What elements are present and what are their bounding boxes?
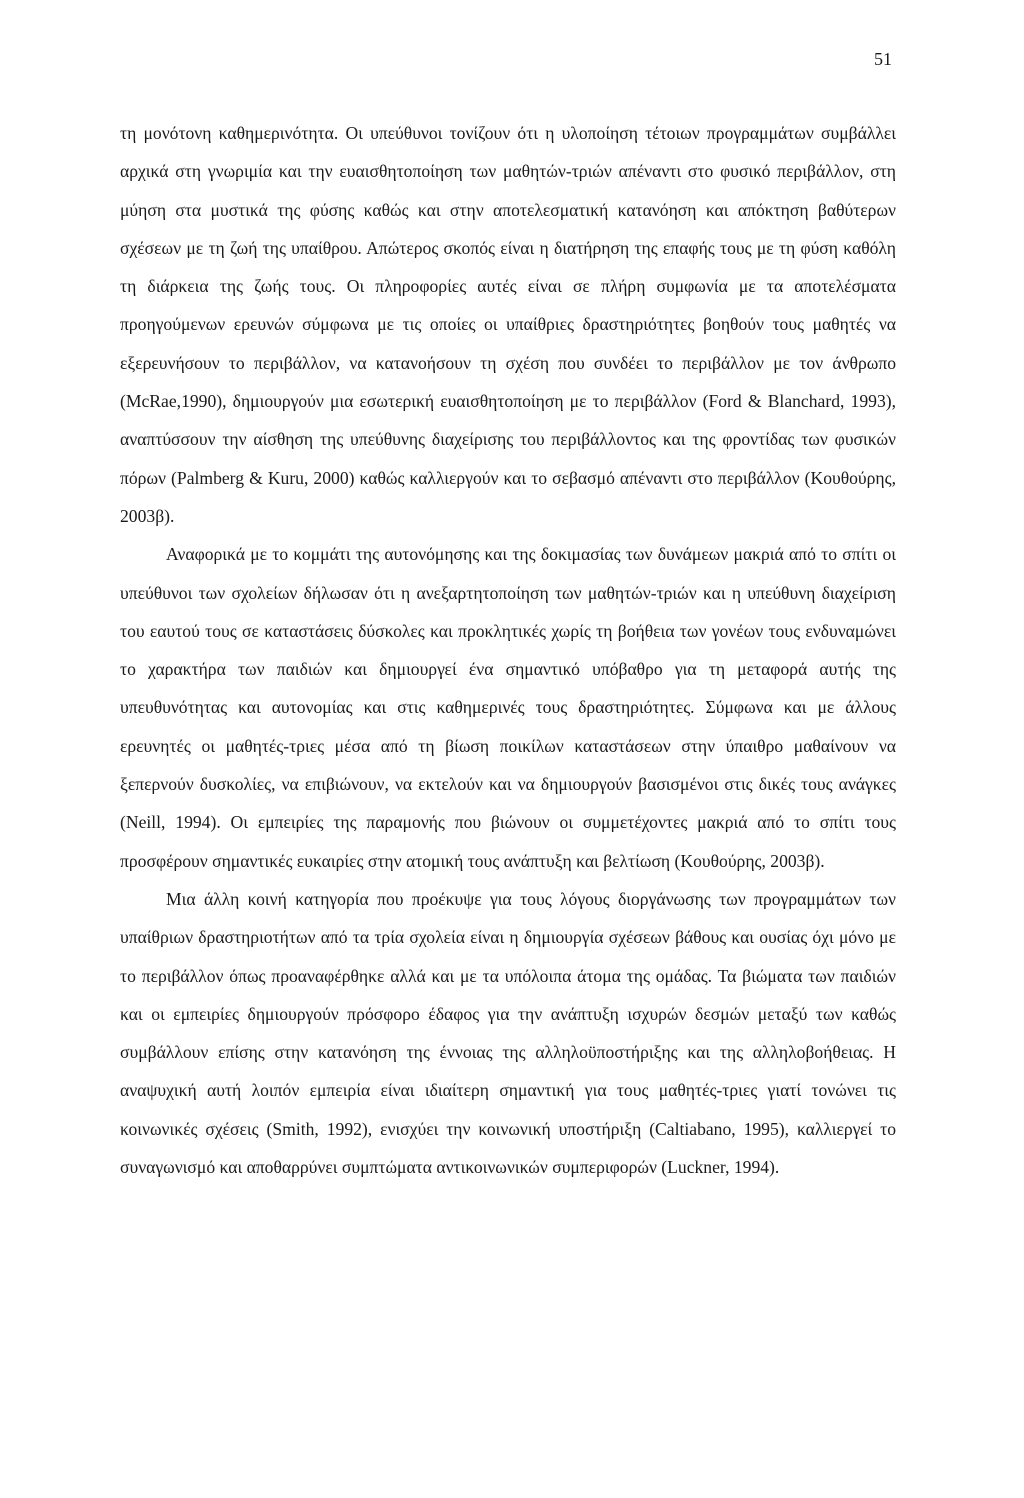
page-number: 51 bbox=[874, 49, 892, 69]
paragraph-2: Αναφορικά με το κομμάτι της αυτονόμησης και της δοκιμασίας των δυνάμεων μακριά από το σπίτι οι υπεύθυνοι των σχολείων δήλωσαν ότι η ανεξαρτητοποίηση των μαθητών-τριών και η υπεύθυνη διαχείριση του εαυτού τους σε καταστάσεις δύσκολες και προκλητικές χωρίς τη βοήθεια των γονέων τους ενδυναμώνει το χαρακτήρα των παιδιών και δημιουργεί ένα σημαντικό υπόβαθρο για τη μεταφορά αυτής της υπευθυνότητας και αυτονομίας και στις καθημερινές τους δραστηριότητες. Σύμφωνα και με άλλους ερευνητές οι μαθητές-τριες μέσα από τη βίωση ποικίλων καταστάσεων στην ύπαιθρο μαθαίνουν να ξεπερνούν δυσκολίες, να επιβιώνουν, να εκτελούν και να δημιουργούν βασισμένοι στις δικές τους ανάγκες (Neill, 1994). Οι εμπειρίες της παραμονής που βιώνουν οι συμμετέχοντες μακριά από το σπίτι τους προσφέρουν σημαντικές ευκαιρίες στην ατομική τους ανάπτυξη και βελτίωση (Κουθούρης, 2003β). bbox=[120, 544, 896, 871]
paragraph-1: τη μονότονη καθημερινότητα. Οι υπεύθυνοι τονίζουν ότι η υλοποίηση τέτοιων προγραμμάτων συμβάλλει αρχικά στη γνωριμία και την ευαισθητοποίηση των μαθητών-τριών απέναντι στο φυσικό περιβάλλον, στη μύηση στα μυστικά της φύσης καθώς και στην αποτελεσματική κατανόηση και απόκτηση βαθύτερων σχέσεων με τη ζωή της υπαίθρου. Απώτερος σκοπός είναι η διατήρηση της επαφής τους με τη φύση καθόλη τη διάρκεια της ζωής τους. Οι πληροφορίες αυτές είναι σε πλήρη συμφωνία με τα αποτελέσματα προηγούμενων ερευνών σύμφωνα με τις οποίες οι υπαίθριες δραστηριότητες βοηθούν τους μαθητές να εξερευνήσουν το περιβάλλον, να κατανοήσουν τη σχέση που συνδέει το περιβάλλον με τον άνθρωπο (McRae,1990), δημιουργούν μια εσωτερική ευαισθητοποίηση με το περιβάλλον (Ford & Blanchard, 1993), αναπτύσσουν την αίσθηση της υπεύθυνης διαχείρισης του περιβάλλοντος και της φροντίδας των φυσικών πόρων (Palmberg & Kuru, 2000) καθώς καλλιεργούν και το σεβασμό απέναντι στο περιβάλλον (Κουθούρης, 2003β). bbox=[120, 123, 896, 526]
body-text bbox=[120, 114, 896, 1186]
paragraph-3: Μια άλλη κοινή κατηγορία που προέκυψε για τους λόγους διοργάνωσης των προγραμμάτων των υπαίθριων δραστηριοτήτων από τα τρία σχολεία είναι η δημιουργία σχέσεων βάθους και ουσίας όχι μόνο με το περιβάλλον όπως προαναφέρθηκε αλλά και με τα υπόλοιπα άτομα της ομάδας. Τα βιώματα των παιδιών και οι εμπειρίες δημιουργούν πρόσφορο έδαφος για την ανάπτυξη ισχυρών δεσμών μεταξύ των καθώς συμβάλλουν επίσης στην κατανόηση της έννοιας της αλληλοϋποστήριξης και της αλληλοβοήθειας. Η αναψυχική αυτή λοιπόν εμπειρία είναι ιδιαίτερη σημαντική για τους μαθητές-τριες γιατί τονώνει τις κοινωνικές σχέσεις (Smith, 1992), ενισχύει την κοινωνική υποστήριξη (Caltiabano, 1995), καλλιεργεί το συναγωνισμό και αποθαρρύνει συμπτώματα αντικοινωνικών συμπεριφορών (Luckner, 1994). bbox=[120, 888, 896, 1178]
